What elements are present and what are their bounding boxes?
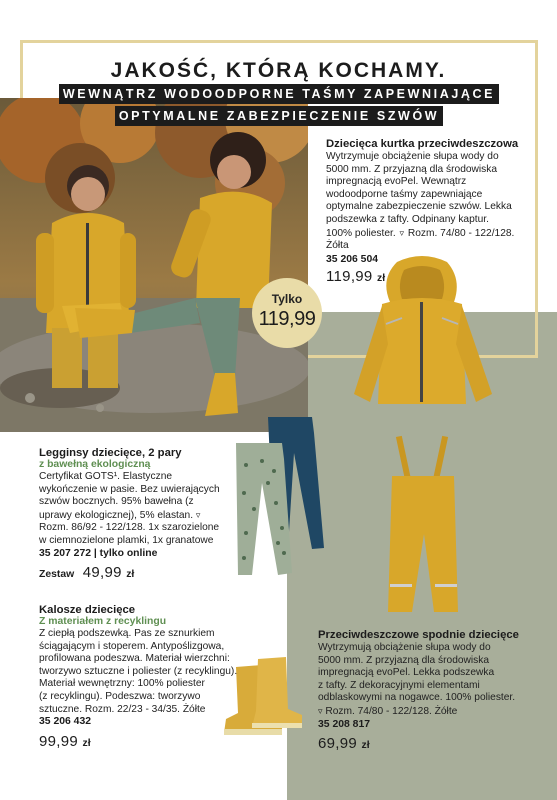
pants-line: z tafty. Z dekoracyjnymi elementami <box>318 679 480 691</box>
leggings-line: Rozm. 86/92 - 122/128. 1x szarozielone <box>39 522 220 534</box>
jacket-line: wodoodporne taśmy zapewniające <box>326 188 483 200</box>
jacket-line: optymalne zabezpieczenie szwów. Lekka <box>326 201 512 213</box>
children-photo <box>0 98 308 432</box>
jacket-line: podszewka z tafty. Odpinany kaptur. <box>326 213 489 225</box>
washing-icon: ▿ <box>195 509 201 520</box>
boots-currency: zł <box>82 738 91 750</box>
pants-line-care <box>318 705 543 719</box>
jacket-code: 35 206 504 <box>326 253 379 265</box>
boots-line: tworzywo sztuczne i poliester (z recyklingu). <box>39 665 238 677</box>
boots-price-row <box>39 733 279 751</box>
jacket-title: Dziecięca kurtka przeciwdeszczowa <box>326 138 519 150</box>
price-badge <box>252 278 322 348</box>
boots-code: 35 206 432 <box>39 716 92 728</box>
rain-pants-image <box>378 434 468 616</box>
leggings-price-row <box>39 564 249 582</box>
leggings-line: szwów bocznych. 95% bawełna (z <box>39 496 194 508</box>
jacket-line: Żółta <box>326 240 349 252</box>
pants-price: 69,99 <box>318 734 358 752</box>
washing-icon: ▿ <box>399 227 405 238</box>
jacket-currency: zł <box>377 272 386 284</box>
leggings-description <box>39 447 249 582</box>
jacket-line: 5000 mm. Z przyjazną dla środowiska <box>326 163 497 175</box>
leggings-code: 35 207 272 | tylko online <box>39 547 158 559</box>
pants-line: odblaskowymi na nogawce. 100% poliester. <box>318 692 516 704</box>
leggings-currency: zł <box>126 568 135 580</box>
pants-line: impregnacją evoPel. Lekka podszewka <box>318 667 495 679</box>
pants-title: Przeciwdeszczowe spodnie dziecięce <box>318 629 519 641</box>
leggings-line: wykończenie w pasie. Bez uwierających <box>39 483 220 495</box>
boots-line: profilowana podeszwa. Materiał wierzchni: <box>39 653 230 665</box>
headline-bar-2: OPTYMALNE ZABEZPIECZENIE SZWÓW <box>115 106 443 126</box>
jacket-line: Rozm. 74/80 - 122/128. <box>407 227 515 239</box>
leggings-line-care <box>39 509 249 523</box>
page-title: JAKOŚĆ, KTÓRĄ KOCHAMY. <box>110 59 447 82</box>
jacket-line: 100% poliester. <box>326 227 396 239</box>
headline-bar-1: WEWNĄTRZ WODOODPORNE TAŚMY ZAPEWNIAJĄCE <box>59 84 499 104</box>
pants-line: Wytrzymują obciążenie słupa wody do <box>318 642 491 653</box>
pants-price-row <box>318 735 543 753</box>
leggings-line: w ciemnozielone plamki, 1x granatowe <box>39 534 214 546</box>
boots-line: Materiał wewnętrzny: 100% poliester <box>39 678 205 690</box>
jacket-price: 119,99 <box>326 267 373 285</box>
pants-line: 5000 mm. Z przyjazną dla środowiska <box>318 654 489 666</box>
price-badge-value: 119,99 <box>258 308 316 330</box>
boots-line: (z recyklingu). Podeszwa: tworzywo <box>39 690 201 702</box>
jacket-line: impregnacją evoPel. Wewnątrz <box>326 176 467 188</box>
leggings-set-label: Zestaw <box>39 568 75 580</box>
leggings-line: Certyfikat GOTS¹. Elastyczne <box>39 471 173 482</box>
boots-subtitle: Z materiałem z recyklingu <box>39 616 167 627</box>
boots-line: Z ciepłą podszewką. Pas ze sznurkiem <box>39 628 215 639</box>
boots-description <box>39 604 279 751</box>
price-badge-label: Tylko <box>271 292 303 306</box>
leggings-subtitle: z bawełną ekologiczną <box>39 459 151 470</box>
washing-icon: ▿ <box>318 705 323 716</box>
leggings-line: uprawy ekologicznej), 5% elastan. <box>39 509 194 521</box>
boots-price: 99,99 <box>39 733 79 751</box>
boots-line: sztuczne. Rozm. 22/23 - 34/35. Żółte <box>39 703 206 715</box>
jacket-line: Wytrzymuje obciążenie słupa wody do <box>326 151 499 162</box>
boots-title: Kalosze dziecięce <box>39 604 136 616</box>
pants-description <box>318 629 543 753</box>
jacket-line-care <box>326 227 541 241</box>
leggings-price: 49,99 <box>82 563 122 581</box>
pants-code: 35 208 817 <box>318 718 371 730</box>
leggings-title: Legginsy dziecięce, 2 pary <box>39 447 182 459</box>
jacket-image <box>342 254 502 414</box>
boots-line: ściągającym i stoperem. Antypoślizgowa, <box>39 640 225 652</box>
pants-line: Rozm. 74/80 - 122/128. Żółte <box>325 705 458 717</box>
pants-currency: zł <box>361 739 370 751</box>
